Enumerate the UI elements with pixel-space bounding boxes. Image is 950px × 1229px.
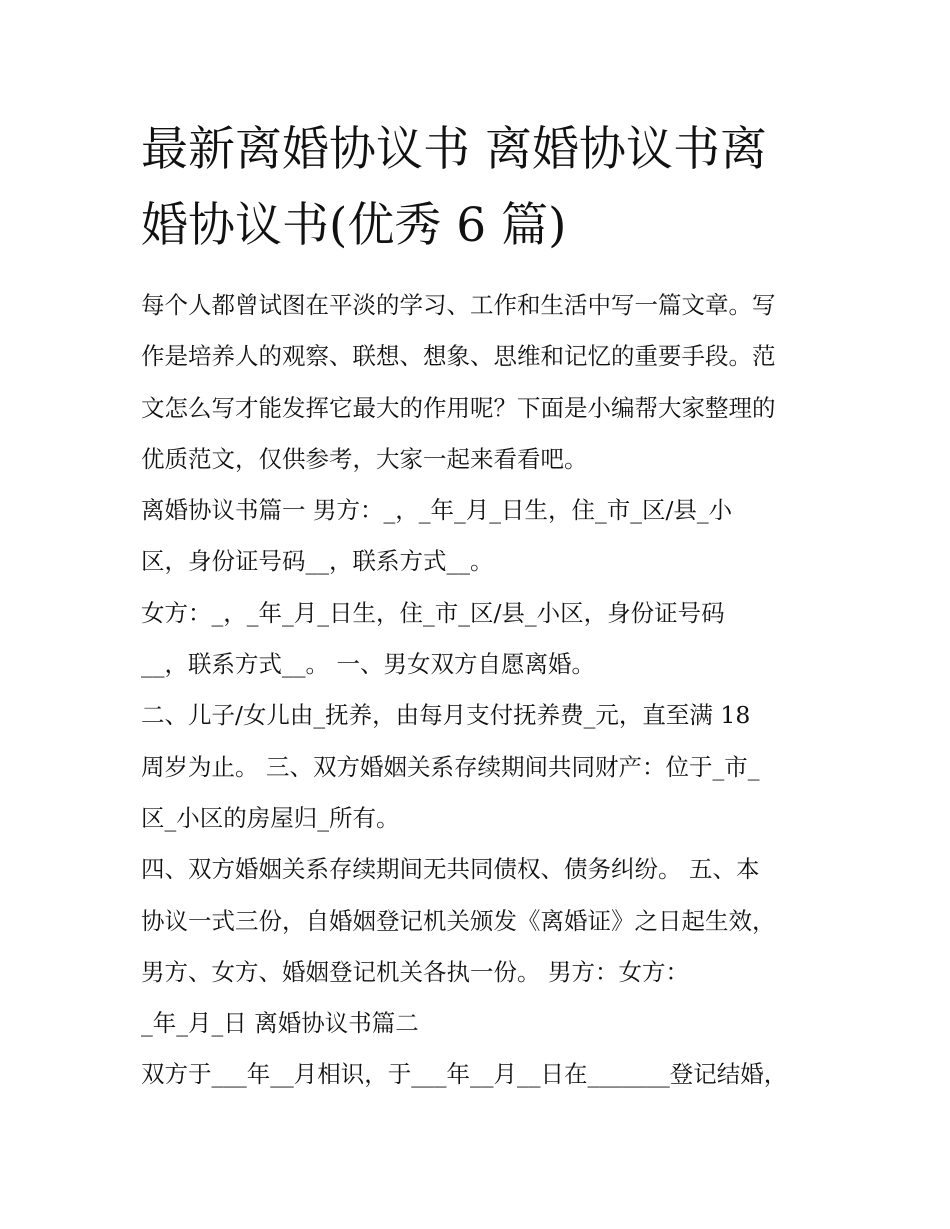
paragraph-line: 周岁为止。 三、双方婚姻关系存续期间共同财产：位于_市_: [141, 752, 760, 781]
paragraph-line: 男方、女方、婚姻登记机关各执一份。 男方：女方：: [141, 957, 689, 986]
paragraph-line: 区_小区的房屋归_所有。: [141, 803, 400, 832]
paragraph-line: _年_月_日 离婚协议书篇二: [141, 1009, 419, 1038]
title-line: 婚协议书(优秀 6 篇): [141, 198, 567, 253]
paragraph-line: 每个人都曾试图在平淡的学习、工作和生活中写一篇文章。写: [141, 291, 776, 319]
document-title: [141, 112, 821, 264]
paragraph-line: 协议一式三份，自婚姻登记机关颁发《离婚证》之日起生效，: [141, 906, 776, 935]
paragraph-line: __，联系方式__。 一、男女双方自愿离婚。: [141, 650, 595, 679]
paragraph-line: 优质范文，仅供参考，大家一起来看看吧。: [141, 444, 588, 473]
paragraph-line: 四、双方婚姻关系存续期间无共同债权、债务纠纷。 五、本: [141, 855, 760, 884]
paragraph-line: 二、儿子/女儿由_抚养，由每月支付抚养费_元，直至满 18: [141, 701, 751, 730]
paragraph-line: 离婚协议书篇一 男方：_，_年_月_日生，住_市_区/县_小: [141, 496, 733, 525]
paragraph-line: 作是培养人的观察、联想、想象、思维和记忆的重要手段。范: [141, 342, 776, 371]
document-body: [141, 280, 821, 1101]
title-line: 最新离婚协议书 离婚协议书离: [141, 122, 767, 177]
paragraph-line: 双方于___年__月相识，于___年__月__日在_______登记结婚，: [141, 1060, 788, 1089]
paragraph-line: 区，身份证号码__，联系方式__。: [141, 547, 494, 576]
paragraph-line: 女方：_，_年_月_日生，住_市_区/县_小区，身份证号码: [141, 598, 725, 627]
paragraph-line: 文怎么写才能发挥它最大的作用呢？下面是小编帮大家整理的: [141, 393, 776, 422]
